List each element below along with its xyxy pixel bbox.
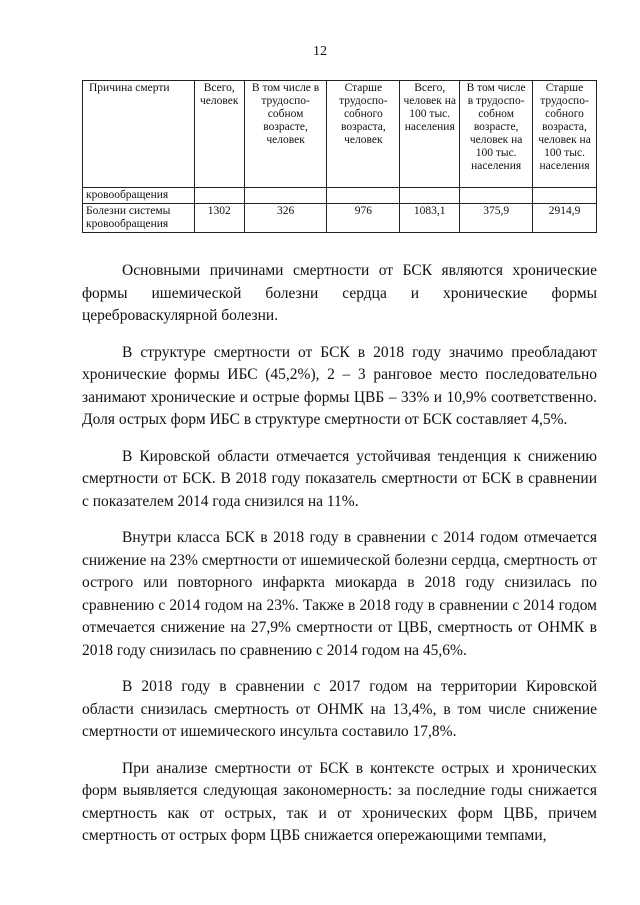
col-header-older-per-100k: Старше трудоспо-собного возраста, человек на 100 тыс. населения (533, 81, 597, 188)
col-header-total: Всего, человек (194, 81, 244, 188)
col-header-older: Старше трудоспо-собного возраста, человек (327, 81, 400, 188)
cell-total-per-100k: 1083,1 (400, 204, 460, 233)
cell-total: 1302 (194, 204, 244, 233)
body-text (82, 260, 597, 862)
cell-working-age-per-100k: 375,9 (460, 204, 533, 233)
page-number: 12 (313, 44, 327, 59)
paragraph: При анализе смертности от БСК в контексте острых и хронических форм выявляется следующая закономерность: за последние годы снижается смертность как от острых, так и от хронических форм ЦВБ, причем смертность от острых форм ЦВБ снижается опережающими темпами, (82, 759, 597, 844)
paragraph: В 2018 году в сравнении с 2017 годом на территории Кировской области снизилась смертность от ОНМК на 13,4%, в том числе снижение смертности от ишемического инсульта составило 17,8%. (82, 678, 597, 740)
col-header-working-age: В том числе в трудоспо-собном возрасте, человек (244, 81, 327, 188)
paragraph: Внутри класса БСК в 2018 году в сравнении с 2014 годом отмечается снижение на 23% смертности от ишемической болезни сердца, смертность от острого или повторного инфаркта миокарда в 2018 году снизилась по сравнению с 2014 годом на 23%. Также в 2018 году в сравнении с 2014 годом отмечается снижение на 27,9% смертности от ЦВБ, смертность от ОНМК в 2018 году снизилась по сравнению с 2014 годом на 45,6%. (82, 529, 597, 659)
table-row (83, 204, 597, 233)
table-continuation-row (83, 188, 597, 204)
paragraph: В структуре смертности от БСК в 2018 году значимо преобладают хронические формы ИБС (45,2%), 2 – 3 ранговое место последовательно занимают хронические и острые формы ЦВБ – 33% и 10,9% соответственно. Доля острых форм ИБС в структуре смертности от БСК составляет 4,5%. (82, 343, 597, 428)
mortality-table (82, 80, 597, 233)
col-header-cause: Причина смерти (83, 81, 195, 188)
paragraph: Основными причинами смертности от БСК являются хронические формы ишемической болезни сердца и хронические формы цереброваскулярной болезни. (82, 262, 597, 324)
cell-older-per-100k: 2914,9 (533, 204, 597, 233)
table-header-row (83, 81, 597, 188)
cell-working-age: 326 (244, 204, 327, 233)
col-header-total-per-100k: Всего, человек на 100 тыс. населения (400, 81, 460, 188)
paragraph: В Кировской области отмечается устойчивая тенденция к снижению смертности от БСК. В 2018 году показатель смертности от БСК в сравнении с показателем 2014 года снизился на 11%. (82, 447, 597, 510)
cell-cause: Болезни системы кровообращения (83, 204, 195, 233)
cell-older: 976 (327, 204, 400, 233)
continuation-cell: кровообращения (83, 188, 195, 204)
col-header-working-age-per-100k: В том числе в трудоспо-собном возрасте, человек на 100 тыс. населения (460, 81, 533, 188)
